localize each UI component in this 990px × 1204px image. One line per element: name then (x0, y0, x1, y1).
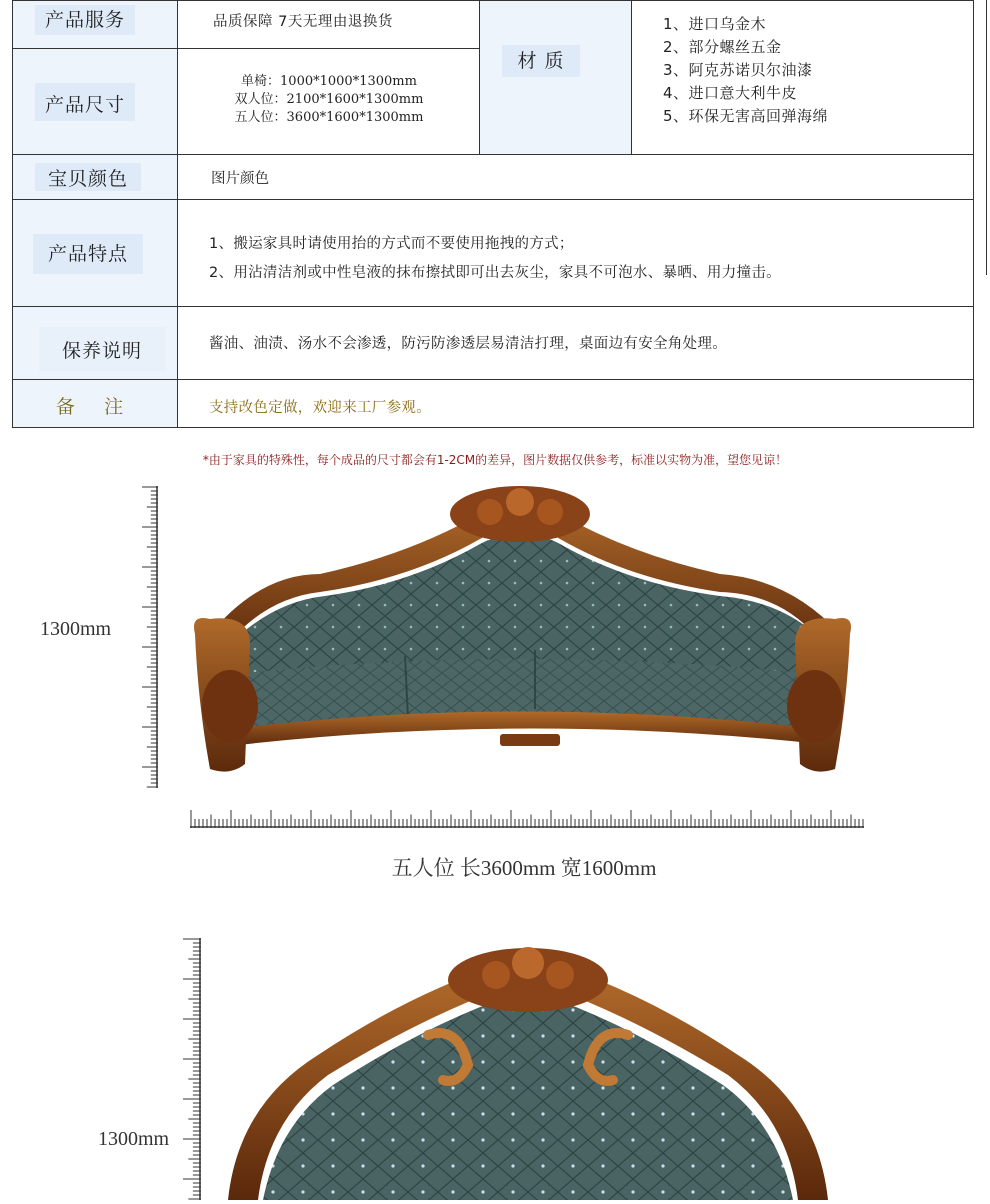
feature-line: 2、用沾清洁剂或中性皂液的抹布擦拭即可出去灰尘，家具不可泡水、暴晒、用力撞击。 (209, 265, 781, 281)
sofa-five-dimensions: 五人位 长3600mm 宽1600mm (391, 856, 657, 880)
size-values (179, 73, 479, 127)
size-label: 产品尺寸 (35, 83, 135, 121)
sofa-single-image (228, 945, 828, 1200)
height-ruler (142, 486, 158, 788)
material-item: 3、阿克苏诺贝尔油漆 (663, 61, 813, 79)
material-item: 4、进口意大利牛皮 (663, 84, 798, 102)
sofa-single-height-label: 1300mm (98, 1128, 170, 1150)
color-value: 图片颜色 (211, 171, 269, 187)
material-item: 1、进口乌金木 (663, 15, 767, 33)
material-item: 2、部分螺丝五金 (663, 38, 782, 56)
size-double: 双人位：2100*1600*1300mm (234, 92, 424, 107)
feature-line: 1、搬运家具时请使用抬的方式而不要使用拖拽的方式； (209, 236, 574, 252)
sofa-five-seat-image (190, 484, 855, 779)
spec-table (12, 0, 974, 428)
disclaimer-note: *由于家具的特殊性，每个成品的尺寸都会有1-2CM的差异，图片数据仅供参考，标准以实物为准，望您见谅！ (202, 453, 788, 467)
material-list (663, 13, 828, 128)
size-single: 单椅：1000*1000*1300mm (241, 74, 417, 89)
row-divider (13, 379, 973, 380)
remark-label: 备 注 (55, 396, 125, 418)
material-item: 5、环保无害高回弹海绵 (663, 107, 829, 125)
features-label: 产品特点 (33, 234, 143, 274)
sofa-five-height-label: 1300mm (40, 618, 112, 640)
row-divider (13, 154, 973, 155)
care-label: 保养说明 (39, 327, 165, 371)
row-divider (13, 199, 973, 200)
features-values (209, 230, 781, 288)
remark-value: 支持改色定做，欢迎来工厂参观。 (209, 400, 431, 416)
row-divider (13, 48, 479, 49)
size-five: 五人位：3600*1600*1300mm (234, 110, 424, 125)
row-divider (13, 306, 973, 307)
service-value: 品质保障 7天无理由退换货 (213, 14, 393, 30)
length-ruler (190, 810, 864, 828)
edge-line (986, 0, 987, 275)
height-ruler (183, 938, 201, 1200)
material-label: 材 质 (502, 45, 580, 77)
color-label: 宝贝颜色 (35, 163, 141, 191)
care-value: 酱油、油渍、汤水不会渗透，防污防渗透层易清洁打理，桌面边有安全角处理。 (209, 336, 727, 352)
material-header-cell (479, 1, 632, 154)
service-label: 产品服务 (35, 5, 135, 35)
